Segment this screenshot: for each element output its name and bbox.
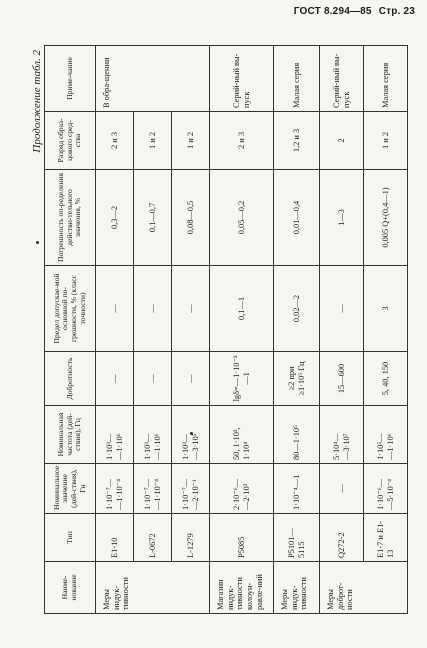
cell-q: — bbox=[134, 352, 172, 406]
cell-limit: — bbox=[172, 266, 210, 352]
cell-note: В обра-щении bbox=[96, 46, 210, 112]
cell-limit: 3 bbox=[364, 266, 408, 352]
cell-note: Малая серия bbox=[274, 46, 320, 112]
table-header-row bbox=[45, 46, 96, 614]
cell-rank: 1 и 2 bbox=[364, 112, 408, 170]
cell-nominal: 1·10⁻⁷— —1·10⁻⁴ bbox=[134, 464, 172, 514]
cell-type: Р5101—5115 bbox=[274, 514, 320, 562]
cell-rank: 2 и 3 bbox=[96, 112, 134, 170]
cell-note: Серий-ный вы-пуск bbox=[210, 46, 274, 112]
cell-type: Е1-7 и Е1-13 bbox=[364, 514, 408, 562]
col-header: Разряд образ-цового сред-ства bbox=[45, 112, 96, 170]
col-header: Номинальная частота (дей-ствия), Гц bbox=[45, 406, 96, 464]
cell-nominal: 1·10⁻⁴—1 bbox=[274, 464, 320, 514]
cell-nominal: 1·10⁻⁷— —1·10⁻⁴ bbox=[96, 464, 134, 514]
rotated-table-block bbox=[30, 46, 415, 614]
table-row bbox=[274, 46, 320, 614]
col-header: Погрешность оп-ределения действи-тельного значения, % bbox=[45, 170, 96, 266]
col-header: Добротность bbox=[45, 352, 96, 406]
cell-rank: 2 и 3 bbox=[210, 112, 274, 170]
col-header: Наиме-нование bbox=[45, 562, 96, 614]
cell-q: 5, 40, 150 bbox=[364, 352, 408, 406]
page-header bbox=[290, 6, 415, 17]
cell-error: 0,01—0,4 bbox=[274, 170, 320, 266]
col-header: Тип bbox=[45, 514, 96, 562]
col-header: Номинальное значение (дей-ствия), Гн bbox=[45, 464, 96, 514]
cell-limit: 0,1—1 bbox=[210, 266, 274, 352]
cell-limit: 0,02—2 bbox=[274, 266, 320, 352]
cell-type: Р5085 bbox=[210, 514, 274, 562]
page-number: Стр. 23 bbox=[378, 6, 415, 17]
cell-freq: 1·10³— —1·10⁶ bbox=[96, 406, 134, 464]
cell-error: 0,05—0,2 bbox=[210, 170, 274, 266]
cell-error: 1—3 bbox=[320, 170, 364, 266]
cell-q: 15—600 bbox=[320, 352, 364, 406]
cell-rank: 1 и 2 bbox=[172, 112, 210, 170]
cell-error: 0,3—2 bbox=[96, 170, 134, 266]
cell-error: 0,005 Q+(0,4—1) bbox=[364, 170, 408, 266]
cell-type: Е1-10 bbox=[96, 514, 134, 562]
cell-nominal: 1·10⁻⁷— —2·10⁻¹ bbox=[172, 464, 210, 514]
cell-type: L-1279 bbox=[172, 514, 210, 562]
cell-error: 0,08—0,5 bbox=[172, 170, 210, 266]
cell-freq: 50, 1·10³, 1·10⁴ bbox=[210, 406, 274, 464]
table-row bbox=[134, 46, 172, 614]
cell-rank: 2 bbox=[320, 112, 364, 170]
table-row bbox=[364, 46, 408, 614]
cell-type: Q272-2 bbox=[320, 514, 364, 562]
standard-number: ГОСТ 8.294—85 bbox=[293, 6, 372, 17]
cell-type: L-0672 bbox=[134, 514, 172, 562]
cell-note: Малая серия bbox=[364, 46, 408, 112]
cell-limit: — bbox=[134, 266, 172, 352]
cell-q: lgδ=—1·10⁻³—1 bbox=[210, 352, 274, 406]
table-row bbox=[172, 46, 210, 614]
cell-name: Магазин индук-тивности колоун-равле-ний bbox=[210, 562, 274, 614]
cell-freq: 1·10³— —1·10⁶ bbox=[134, 406, 172, 464]
cell-q: — bbox=[96, 352, 134, 406]
cell-nominal: — bbox=[320, 464, 364, 514]
table-row bbox=[320, 46, 364, 614]
col-header: Приме-чание bbox=[45, 46, 96, 112]
cell-rank: 1,2 и 3 bbox=[274, 112, 320, 170]
cell-q: ≥2 при ≥1·10⁵ Гц bbox=[274, 352, 320, 406]
cell-rank: 1 и 2 bbox=[134, 112, 172, 170]
cell-error: 0,1—0,7 bbox=[134, 170, 172, 266]
cell-freq: 1·10³— —3·10⁵ bbox=[172, 406, 210, 464]
cell-limit: — bbox=[320, 266, 364, 352]
cell-name: Меры индук-тивности bbox=[96, 562, 210, 614]
cell-nominal: 2·10⁻⁶— —2·10³ bbox=[210, 464, 274, 514]
cell-note: Серий-ный вы-пуск bbox=[320, 46, 364, 112]
cell-name: Меры доброт-ности bbox=[320, 562, 408, 614]
data-table bbox=[44, 45, 408, 614]
table-row bbox=[210, 46, 274, 614]
cell-freq: 5·10⁴— —3·10⁷ bbox=[320, 406, 364, 464]
table-caption: Продолжение табл. 2 bbox=[31, 50, 43, 153]
cell-nominal: 1·10⁻⁶— —5·10⁻⁴ bbox=[364, 464, 408, 514]
table-row bbox=[96, 46, 134, 614]
cell-name: Меры индук-тивности bbox=[274, 562, 320, 614]
cell-limit: — bbox=[96, 266, 134, 352]
col-header: Предел допускае-мой основной по-грешности, % (класс точности) bbox=[45, 266, 96, 352]
cell-freq: 80—1·10⁵ bbox=[274, 406, 320, 464]
cell-freq: 1·10⁵— —1·10⁶ bbox=[364, 406, 408, 464]
cell-q: — bbox=[172, 352, 210, 406]
